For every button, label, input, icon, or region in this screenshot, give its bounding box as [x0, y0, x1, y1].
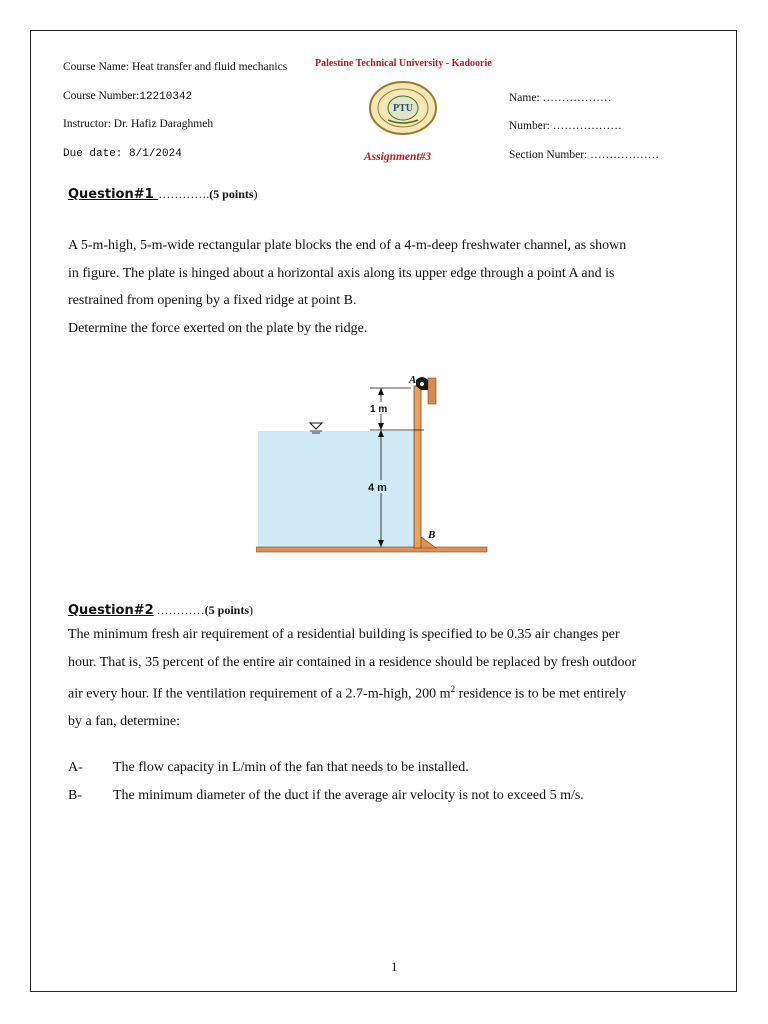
due-date-label: Due date:: [63, 148, 130, 160]
plate: [414, 386, 421, 548]
question1-line: in figure. The plate is hinged about a horizontal axis along its upper edge through a point A and is: [68, 265, 615, 281]
question2-points-close: ): [249, 603, 253, 617]
university-logo: [368, 80, 438, 141]
logo-text: PTU: [393, 103, 413, 114]
assignment-title: Assignment#3: [364, 151, 432, 163]
question2-heading: [68, 601, 253, 619]
page-number: 1: [391, 959, 398, 974]
question2-line: The minimum fresh air requirement of a residential building is specified to be 0.35 air changes per: [68, 627, 620, 642]
question2-line3-a: air every hour. If the ventilation requirement of a 2.7-m-high, 200 m: [68, 686, 451, 702]
due-date-value: 8/1/2024: [129, 148, 182, 160]
question1-dots: ………….: [158, 187, 210, 201]
question1-line: restrained from opening by a fixed ridge at point B.: [68, 293, 357, 308]
due-date: [63, 148, 182, 160]
item-b-text: The minimum diameter of the duct if the average air velocity is not to exceed 5 m/s.: [113, 788, 584, 803]
hinged-plate-diagram: [256, 372, 492, 558]
question2-body: [68, 621, 708, 736]
label-a: A: [409, 374, 417, 386]
number-field[interactable]: Number: ………………: [509, 120, 622, 132]
question2-line3-b: residence is to be met entirely: [455, 686, 627, 702]
name-field[interactable]: Name: ………………: [509, 92, 612, 104]
question2-line: [68, 676, 708, 708]
question2-line: by a fan, determine:: [68, 714, 180, 730]
channel-floor: [256, 547, 487, 552]
question1-body: [68, 232, 708, 342]
question1-points-close: ): [253, 187, 258, 201]
item-a-text: The flow capacity in L/min of the fan that needs to be installed.: [113, 760, 469, 775]
university-name: Palestine Technical University - Kadoorie: [315, 58, 492, 69]
question2-dots: …………: [153, 603, 205, 617]
instructor: Instructor: Dr. Hafiz Daraghmeh: [63, 118, 214, 130]
course-number-value: 12210342: [139, 91, 193, 103]
question2-title: Question#2: [68, 603, 154, 618]
question2-points: (5 points: [204, 603, 249, 617]
free-surface-symbol: [310, 423, 322, 429]
item-b-label: B-: [68, 788, 82, 803]
section-field[interactable]: Section Number: ………………: [509, 149, 660, 161]
item-a-label: A-: [68, 760, 83, 775]
label-b: B: [428, 529, 436, 541]
dim-top: 1 m: [370, 404, 388, 415]
superscript-two: 2: [450, 684, 456, 694]
course-number-label: Course Number:: [63, 90, 140, 102]
question1-heading: [68, 185, 258, 203]
question1-line: A 5-m-high, 5-m-wide rectangular plate blocks the end of a 4-m-deep freshwater channel, as shown: [68, 238, 627, 253]
hinge-wall: [428, 378, 436, 404]
question2-line: hour. That is, 35 percent of the entire air contained in a residence should be replaced by fresh outdoor: [68, 654, 637, 670]
course-name: Course Name: Heat transfer and fluid mechanics: [63, 61, 288, 73]
question1-title: Question#1: [68, 187, 159, 202]
question1-line: Determine the force exerted on the plate by the ridge.: [68, 320, 368, 336]
dim-depth: 4 m: [368, 482, 387, 494]
question1-points: (5 points: [209, 187, 254, 201]
course-number: [63, 90, 192, 103]
question1-figure: [256, 372, 492, 563]
